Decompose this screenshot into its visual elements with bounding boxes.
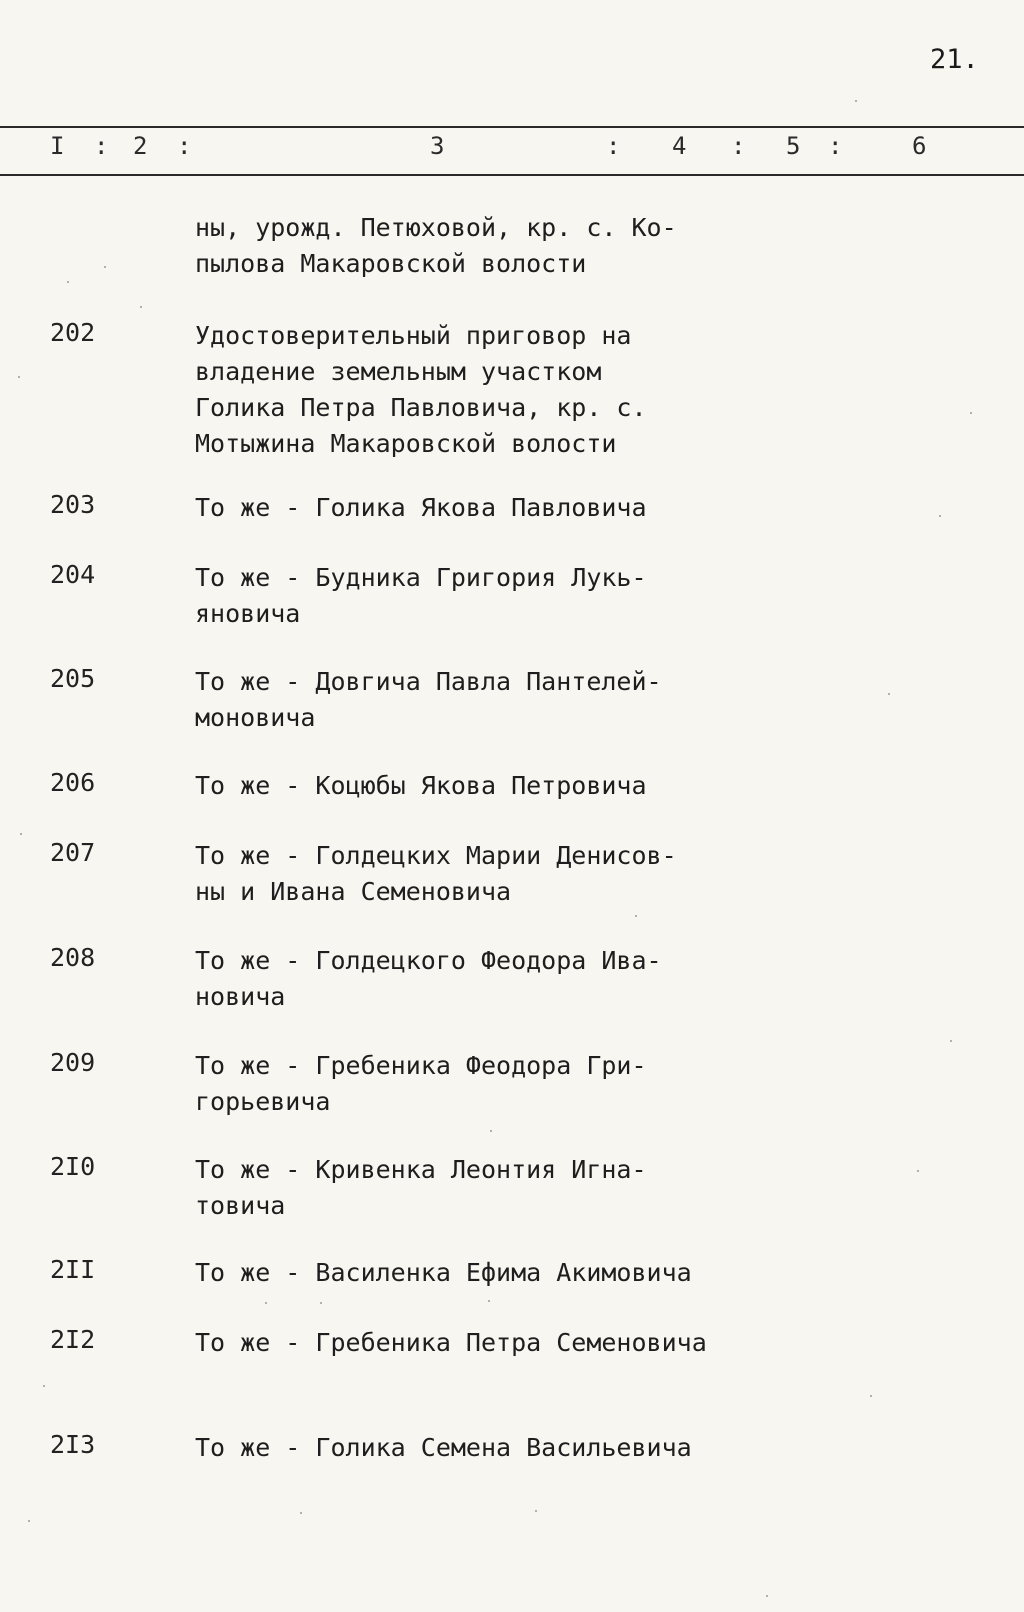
entry-description: [195, 560, 715, 632]
entry-number: 208: [50, 943, 96, 972]
entry-description: [195, 490, 715, 526]
entry-line: владение земельным участком: [195, 357, 602, 386]
scan-speck: [265, 1302, 267, 1304]
column-header-3: 3: [430, 132, 445, 160]
scan-speck: [67, 281, 69, 283]
entry-line: То же - Довгича Павла Пантелей-: [195, 667, 662, 696]
scan-speck: [104, 266, 106, 268]
entry-description: [195, 1152, 715, 1224]
column-separator: :: [606, 132, 621, 160]
column-separator: :: [177, 132, 192, 160]
entry-line: То же - Кривенка Леонтия Игна-: [195, 1155, 647, 1184]
entry-line: Мотыжина Макаровской волости: [195, 429, 617, 458]
entry-line: моновича: [195, 703, 316, 732]
scan-speck: [855, 100, 857, 102]
scan-speck: [488, 1300, 490, 1302]
entry-line: ны и Ивана Семеновича: [195, 877, 512, 906]
entry-line: То же - Василенка Ефима Акимовича: [195, 1258, 692, 1287]
scan-speck: [888, 693, 890, 695]
table-header-top-rule: [0, 126, 1024, 128]
entry-number: 2I3: [50, 1430, 96, 1459]
entry-description: [195, 318, 715, 462]
scan-speck: [950, 1040, 952, 1042]
column-separator: :: [828, 132, 843, 160]
page-number: 21.: [930, 44, 979, 75]
scan-speck: [490, 1130, 492, 1132]
column-header-4: 4: [672, 132, 687, 160]
scan-speck: [140, 306, 142, 308]
scan-speck: [320, 1302, 322, 1304]
entry-line: То же - Голика Семена Васильевича: [195, 1433, 692, 1462]
entry-number: 202: [50, 318, 96, 347]
entry-line: То же - Гребеника Петра Семеновича: [195, 1328, 707, 1357]
scan-speck: [970, 412, 972, 414]
entry-description: [195, 210, 715, 282]
entry-line: горьевича: [195, 1087, 331, 1116]
entry-description: [195, 838, 715, 910]
entry-number: 206: [50, 768, 96, 797]
column-header-5: 5: [786, 132, 801, 160]
entry-description: [195, 768, 715, 804]
column-header-6: 6: [912, 132, 927, 160]
entry-line: ны, урожд. Петюховой, кр. с. Ко-: [195, 213, 677, 242]
scan-speck: [28, 1520, 30, 1522]
entry-line: То же - Голдецкого Феодора Ива-: [195, 946, 662, 975]
entry-number: 2I0: [50, 1152, 96, 1181]
entry-line: Голика Петра Павловича, кр. с.: [195, 393, 647, 422]
entry-number: 205: [50, 664, 96, 693]
scan-speck: [635, 915, 637, 917]
scan-speck: [766, 1595, 768, 1597]
entry-description: [195, 1255, 715, 1291]
entry-line: То же - Голдецких Марии Денисов-: [195, 841, 677, 870]
entry-line: яновича: [195, 599, 301, 628]
entry-description: [195, 1430, 715, 1466]
column-header-2: 2: [133, 132, 148, 160]
scan-speck: [535, 1510, 537, 1512]
entry-line: То же - Гребеника Феодора Гри-: [195, 1051, 647, 1080]
entry-line: пылова Макаровской волости: [195, 249, 587, 278]
entry-description: [195, 943, 715, 1015]
entry-line: То же - Будника Григория Лукь-: [195, 563, 647, 592]
entry-description: [195, 664, 715, 736]
scan-speck: [917, 1170, 919, 1172]
scan-speck: [870, 1395, 872, 1397]
table-header-bottom-rule: [0, 174, 1024, 176]
scan-speck: [43, 1385, 45, 1387]
scan-speck: [18, 376, 20, 378]
entry-line: товича: [195, 1191, 286, 1220]
entry-description: [195, 1048, 715, 1120]
scan-speck: [300, 1512, 302, 1514]
entry-number: 204: [50, 560, 96, 589]
column-header-1: I: [50, 132, 65, 160]
entry-line: новича: [195, 982, 286, 1011]
scan-speck: [939, 515, 941, 517]
entry-line: То же - Коцюбы Якова Петровича: [195, 771, 647, 800]
entry-number: 207: [50, 838, 96, 867]
column-separator: :: [94, 132, 109, 160]
scan-speck: [20, 833, 22, 835]
entry-number: 2I2: [50, 1325, 96, 1354]
entry-number: 203: [50, 490, 96, 519]
entry-line: Удостоверительный приговор на: [195, 321, 632, 350]
table-column-header-row: [0, 132, 1024, 166]
entry-number: 209: [50, 1048, 96, 1077]
column-separator: :: [731, 132, 746, 160]
entry-number: 2II: [50, 1255, 96, 1284]
entry-line: То же - Голика Якова Павловича: [195, 493, 647, 522]
entry-description: [195, 1325, 715, 1361]
